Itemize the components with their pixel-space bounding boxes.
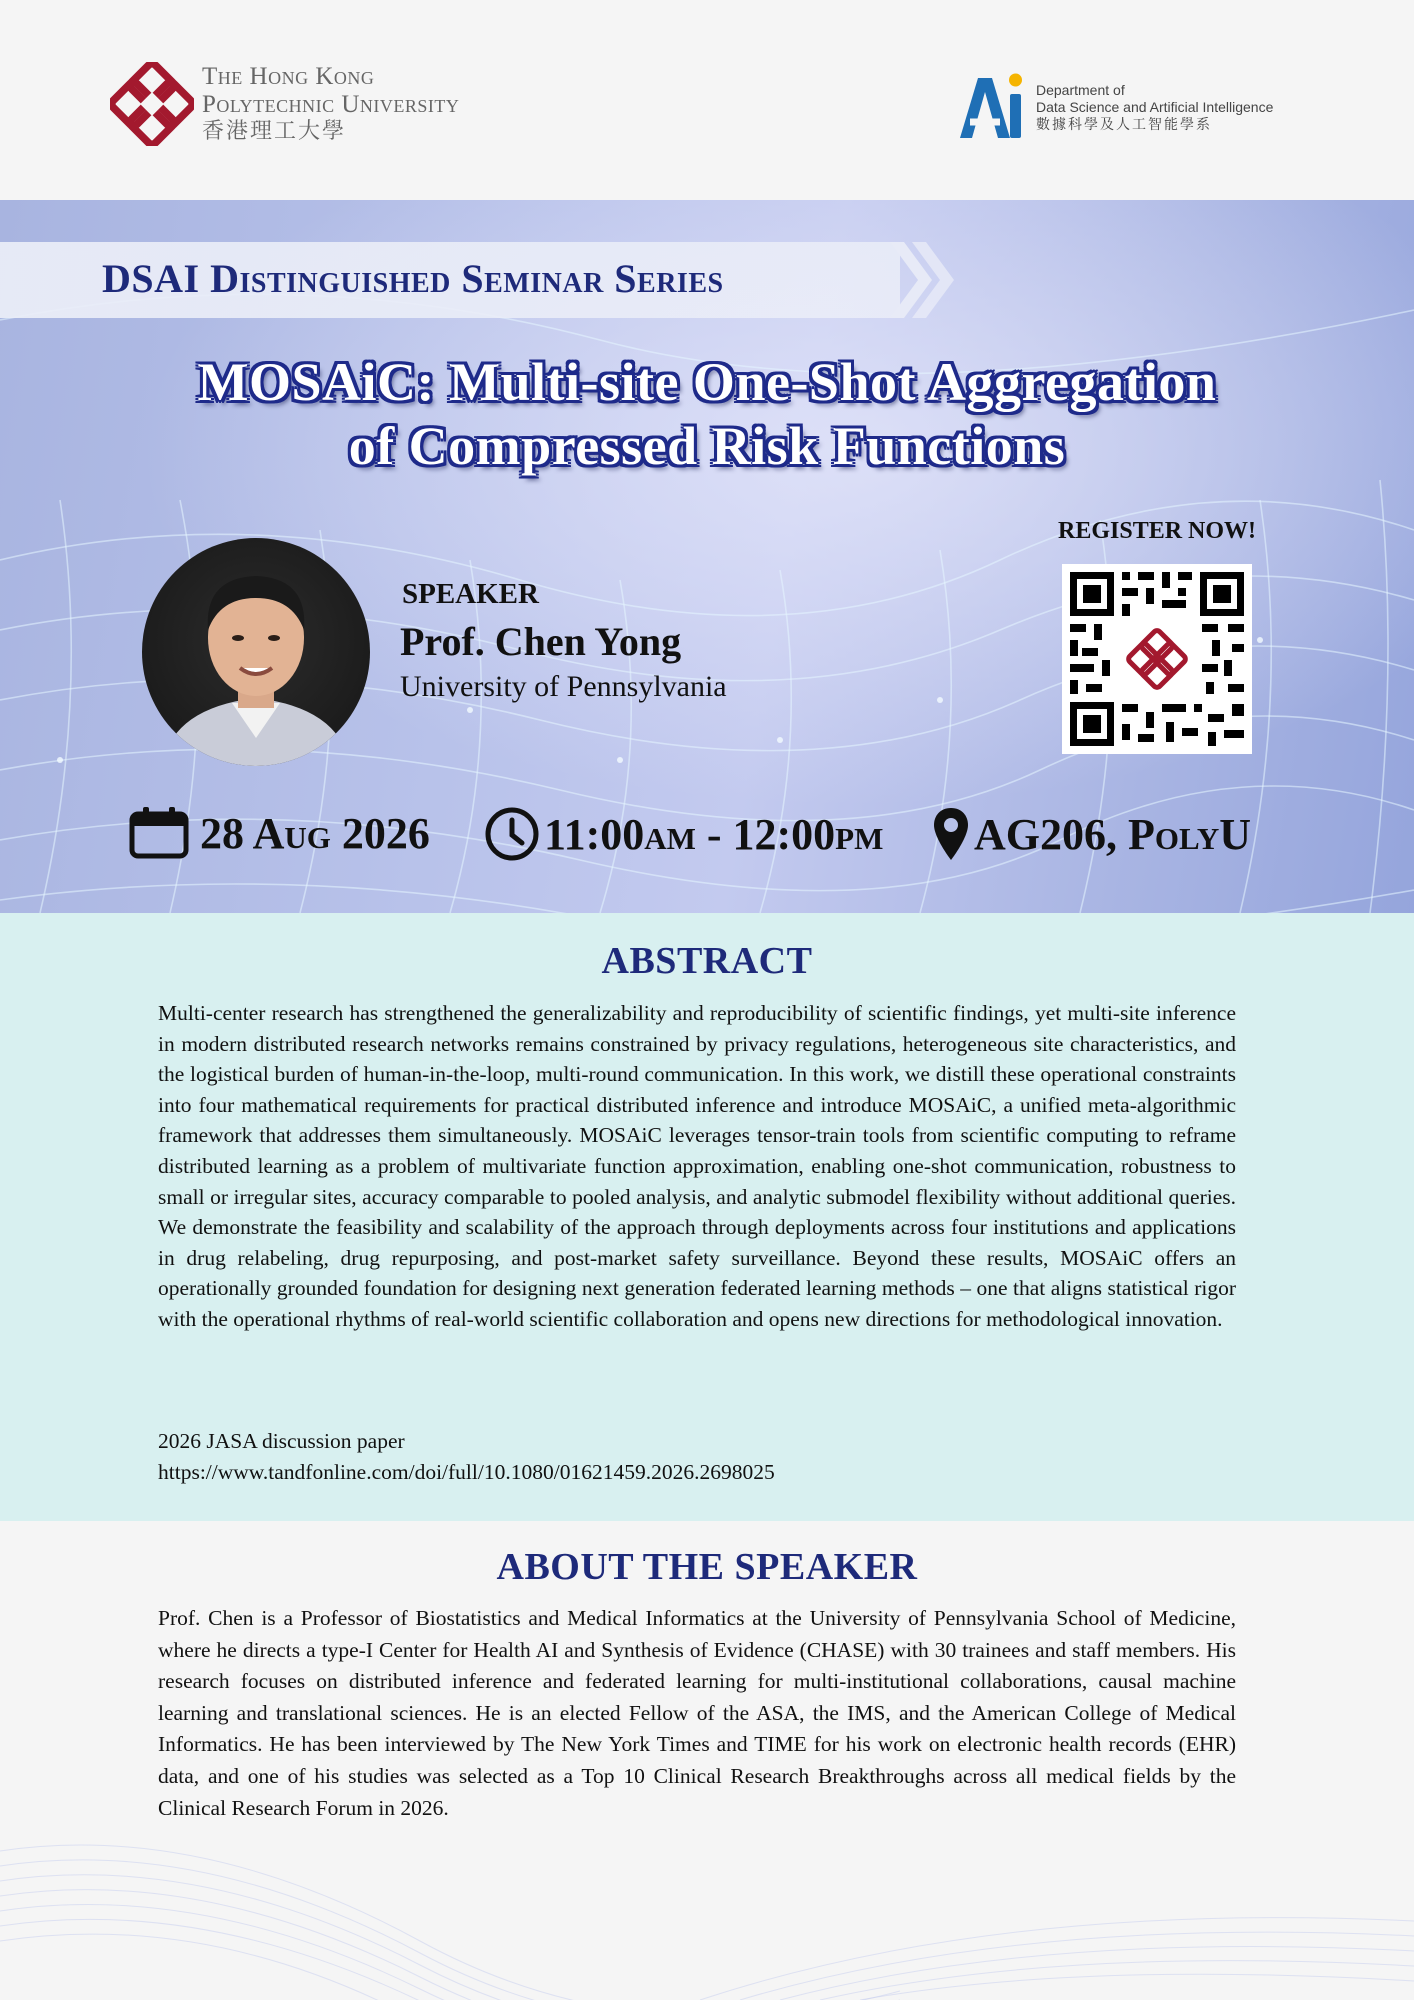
- seminar-title: [60, 350, 1354, 478]
- event-venue: [932, 806, 1251, 862]
- chevron-right-icon: [890, 240, 970, 320]
- abstract-body: Multi-center research has strengthened the generalizability and reproducibility of scientific findings, yet multi-site inference in modern distributed research networks remains constrained by privacy regulations, heterogeneous site characteristics, and the logistical burden of human-in-the-loop, multi-round communication. In this work, we distill these operational constraints into four mathematical requirements for practical distributed inference and introduce MOSAiC, a unified meta-algorithmic framework that addresses them simultaneously. MOSAiC leverages tensor-train tools from scientific computing to reframe distributed learning as a problem of multivariate function approximation, enabling one-shot communication, robustness to small or irregular sites, accuracy comparable to pooled analysis, and analytic submodel flexibility without additional queries. We demonstrate the feasibility and scalability of the approach through deployments across four institutions and applications in drug relabeling, drug repurposing, and post-market safety surveillance. Beyond these results, MOSAiC offers an operationally grounded foundation for designing next generation federated learning methods – one that aligns statistical rigor with the operational rhythms of real-world scientific collaboration and opens new directions for methodological innovation.: [158, 1001, 1236, 1331]
- speaker-affiliation: University of Pennsylvania: [400, 670, 727, 703]
- polyu-logo-icon: [110, 62, 194, 146]
- seminar-title-line2: of Compressed Risk Functions: [348, 416, 1066, 476]
- seminar-title-line1: MOSAiC: Multi-site One-Shot Aggregation: [197, 352, 1217, 412]
- university-name-line2: Polytechnic University: [202, 91, 460, 118]
- paper-note: 2026 JASA discussion paper: [158, 1429, 405, 1453]
- abstract-heading: ABSTRACT: [601, 940, 813, 982]
- dsai-ai-logo-icon: [956, 70, 1026, 142]
- department-name: [1036, 82, 1273, 133]
- seminar-banner: [0, 200, 1414, 913]
- department-line1: Department of: [1036, 82, 1125, 98]
- paper-link[interactable]: https://www.tandfonline.com/doi/full/10.1080/01621459.2026.2698025: [158, 1460, 775, 1484]
- event-date: [128, 806, 430, 860]
- event-time: [484, 806, 883, 862]
- qr-code-icon[interactable]: [1062, 564, 1252, 754]
- abstract-section: [0, 913, 1414, 1521]
- location-pin-icon: [932, 806, 970, 862]
- register-now-label: REGISTER NOW!: [1058, 518, 1257, 544]
- event-venue-text: AG206, PolyU: [974, 809, 1251, 859]
- polyu-wordmark: [202, 64, 459, 142]
- university-name-zh: 香港理工大學: [202, 118, 347, 143]
- about-speaker-section: [0, 1521, 1414, 2000]
- speaker-photo: [142, 538, 370, 766]
- event-info-row: [0, 800, 1414, 870]
- speaker-name: Prof. Chen Yong: [400, 619, 682, 664]
- calendar-icon: [128, 806, 190, 860]
- about-body: Prof. Chen is a Professor of Biostatistics and Medical Informatics at the University of Pennsylvania School of Medicine, where he directs a type-I Center for Health AI and Synthesis of Evidence (CHASE) with 30 trainees and staff members. His research focuses on distributed inference and federated learning for multi-institutional collaborations, causal machine learning and translational sciences. He is an elected Fellow of the ASA, the IMS, and the American College of Medical Informatics. He has been interviewed by The New York Times and TIME for his work on electronic health records (EHR) data, and one of his studies was selected as a Top 10 Clinical Research Breakthroughs across all medical fields by the Clinical Research Forum in 2026.: [158, 1606, 1236, 1820]
- event-date-text: 28 Aug 2026: [200, 808, 430, 858]
- department-zh: 數據科學及人工智能學系: [1036, 116, 1212, 132]
- speaker-label: SPEAKER: [402, 578, 539, 610]
- about-heading: ABOUT THE SPEAKER: [496, 1546, 918, 1588]
- university-name-line1: The Hong Kong: [202, 63, 375, 90]
- department-line2: Data Science and Artificial Intelligence: [1036, 99, 1274, 115]
- clock-icon: [484, 806, 540, 862]
- header: [0, 0, 1414, 200]
- series-title: DSAI Distinguished Seminar Series: [102, 256, 724, 301]
- event-time-text: 11:00am - 12:00pm: [544, 809, 884, 859]
